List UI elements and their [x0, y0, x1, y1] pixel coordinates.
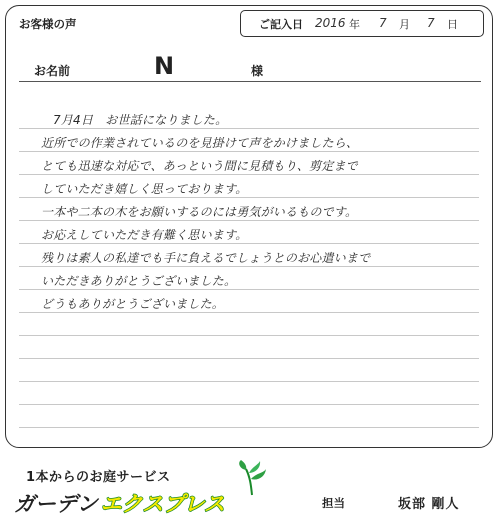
date-year: 2016: [315, 16, 346, 30]
ruled-line: [19, 289, 479, 290]
date-day-unit: 日: [447, 18, 458, 31]
ruled-line: [19, 174, 479, 175]
letter-line: 残りは素人の私達でも手に負えるでしょうとのお心遣いまで: [41, 251, 371, 265]
ruled-line: [19, 243, 479, 244]
leaf-logo-icon: [232, 457, 272, 497]
brand-part2: エクスプレス: [100, 492, 225, 516]
letter-body: [19, 106, 479, 441]
ruled-line: [19, 151, 479, 152]
form-header: お客様の声: [19, 17, 77, 31]
tagline: 1本からのお庭サービス: [26, 470, 171, 485]
ruled-line: [19, 427, 479, 428]
ruled-line: [19, 404, 479, 405]
ruled-line: [19, 358, 479, 359]
letter-line: 一本や二本の木をお願いするのには勇気がいるものです。: [41, 205, 358, 219]
date-month-unit: 月: [399, 18, 410, 31]
ruled-line: [19, 335, 479, 336]
date-box: [240, 10, 484, 37]
name-label: お名前: [34, 64, 71, 78]
letter-line: 7月4日 お世話になりました。: [53, 113, 228, 127]
ruled-line: [19, 266, 479, 267]
date-day: 7: [427, 16, 435, 30]
letter-line: どうもありがとうございました。: [41, 297, 225, 311]
brand-part1: ガーデン: [14, 492, 98, 516]
ruled-line: [19, 220, 479, 221]
date-label: ご記入日: [259, 18, 303, 31]
staff-name: 坂部 剛人: [398, 497, 460, 512]
ruled-line: [19, 197, 479, 198]
brand-logo: [14, 488, 225, 518]
honorific: 様: [251, 64, 264, 78]
letter-line: いただきありがとうございました。: [41, 274, 237, 288]
ruled-line: [19, 312, 479, 313]
name-value: N: [154, 52, 175, 80]
date-month: 7: [379, 16, 387, 30]
letter-line: とても迅速な対応で、あっという間に見積もり、剪定まで: [41, 159, 358, 173]
date-year-unit: 年: [349, 18, 360, 31]
testimonial-card: [5, 5, 493, 448]
name-underline: [19, 81, 481, 82]
letter-line: 近所での作業されているのを見掛けて声をかけましたら、: [41, 136, 359, 150]
ruled-line: [19, 381, 479, 382]
ruled-line: [19, 128, 479, 129]
staff-label: 担当: [322, 496, 345, 510]
letter-line: お応えしていただき有難く思います。: [41, 228, 248, 242]
date-row: [241, 16, 483, 32]
letter-line: していただき嬉しく思っております。: [41, 182, 248, 196]
